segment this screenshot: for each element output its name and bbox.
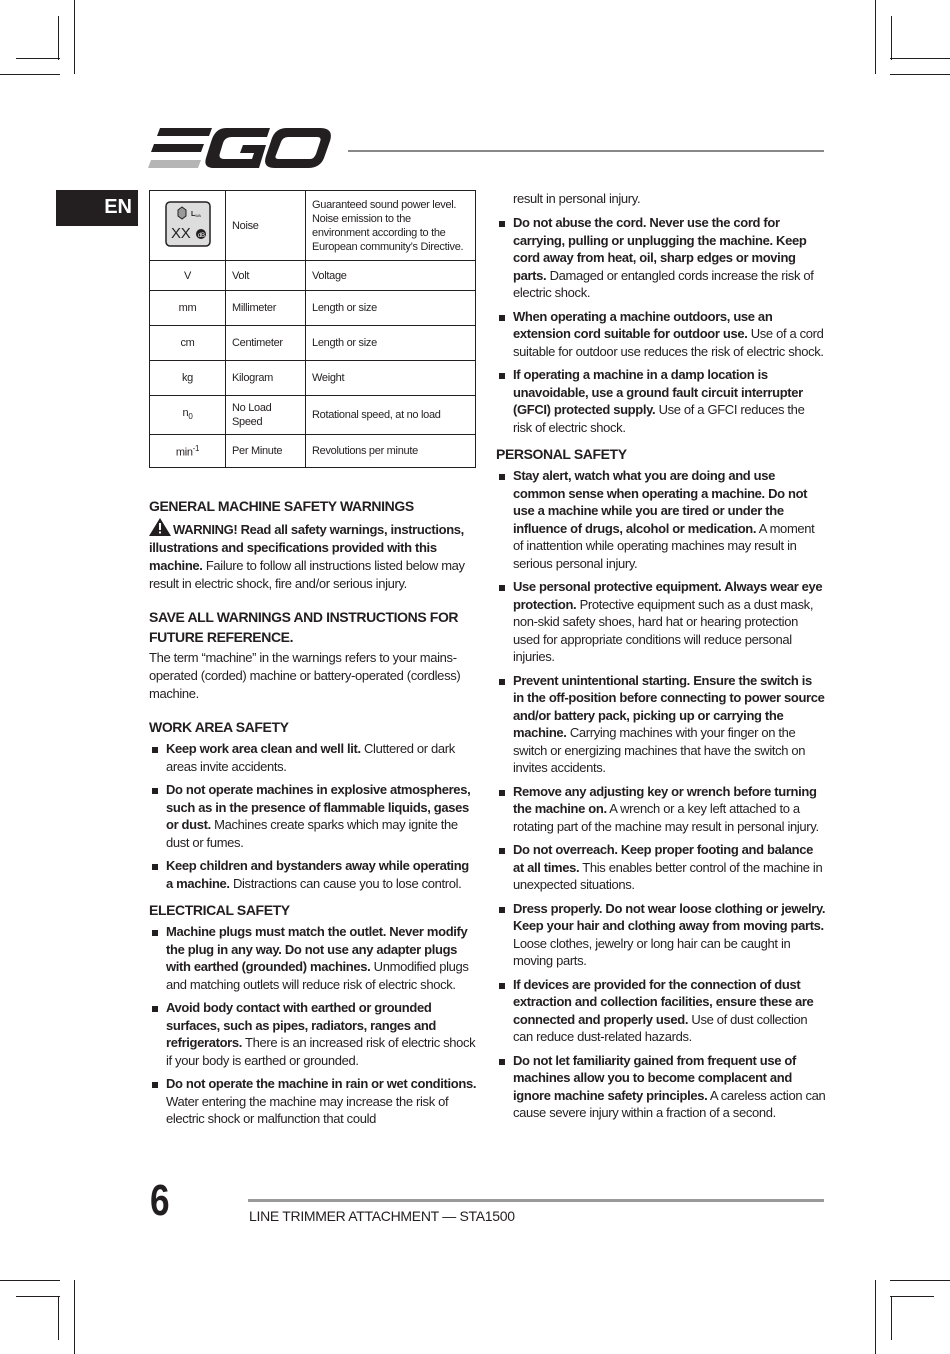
item-text: A careless action can cause severe injury within a fraction of a second.: [513, 1087, 826, 1120]
crop-mark: [58, 16, 59, 60]
item-text: Water entering the machine may increase the risk of electric shock or malfunction that could: [166, 1093, 449, 1126]
svg-text:WA: WA: [194, 212, 201, 218]
symbol-name: Per Minute: [226, 435, 306, 468]
symbol-subscript: 0: [188, 412, 193, 422]
symbol-explanation: Voltage: [306, 261, 476, 291]
item-text: Distractions can cause you to lose control.: [229, 875, 462, 891]
list-item: [149, 923, 479, 993]
item-text: Machines create sparks which may ignite the dust or fumes.: [166, 817, 458, 850]
crop-mark: [890, 1296, 934, 1297]
continued-text: result in personal injury.: [513, 191, 641, 206]
footer-rule: [248, 1199, 824, 1202]
language-tab: EN: [56, 190, 138, 226]
sound-power-icon: [164, 200, 212, 248]
item-bold: Keep work area clean and well lit.: [166, 741, 361, 756]
table-row: [150, 326, 476, 361]
item-bold: Avoid body contact with earthed or grounded surfaces, such as pipes, radiators, ranges and refrigerators.: [166, 1000, 437, 1050]
item-bold: Keep children and bystanders away while operating a machine.: [166, 858, 469, 891]
symbol-explanation: Length or size: [306, 326, 476, 361]
crop-mark: [16, 58, 60, 59]
list-item: [496, 1052, 826, 1122]
item-text: Protective equipment such as a dust mask, non-skid safety shoes, hard hat or hearing protection used for appropriate conditions will reduce personal injuries.: [513, 596, 814, 664]
svg-text:dB: dB: [197, 232, 205, 239]
table-row: [150, 396, 476, 435]
item-text: There is an increased risk of electric shock if your body is earthed or grounded.: [166, 1035, 476, 1068]
warning-triangle-icon: [149, 518, 171, 536]
list-item: [496, 467, 826, 572]
symbol-cell: cm: [150, 326, 226, 361]
list-item: [149, 740, 479, 775]
item-text: A wrench or a key left attached to a rotating part of the machine may result in personal injury.: [513, 801, 819, 834]
table-row: [150, 191, 476, 261]
symbol-text: n: [182, 406, 189, 419]
save-warnings-heading: SAVE ALL WARNINGS AND INSTRUCTIONS FOR FUTURE REFERENCE.: [149, 609, 459, 645]
item-text: Loose clothes, jewelry or long hair can be caught in moving parts.: [513, 935, 791, 968]
personal-safety-heading: PERSONAL SAFETY: [496, 446, 627, 462]
crop-mark: [891, 16, 892, 60]
ego-logo: [148, 128, 332, 172]
right-column: [496, 190, 826, 1128]
crop-mark: [875, 1280, 876, 1354]
list-item: [496, 214, 826, 302]
item-bold: Use personal protective equipment. Always wear eye protection.: [513, 579, 823, 612]
crop-mark: [890, 58, 950, 59]
symbol-name: No Load Speed: [226, 396, 306, 435]
symbols-table: [149, 190, 476, 468]
symbol-explanation: Revolutions per minute: [306, 435, 476, 468]
item-text: Carrying machines with your finger on the switch or energizing machines that have the switch on invites accidents.: [513, 725, 806, 775]
symbol-cell: kg: [150, 361, 226, 396]
page-number: 6: [150, 1176, 168, 1225]
item-bold: Do not operate the machine in rain or wet conditions.: [166, 1076, 477, 1091]
item-bold: Do not overreach. Keep proper footing and balance at all times.: [513, 842, 813, 875]
item-bold: Machine plugs must match the outlet. Never modify the plug in any way. Do not use any adapter plugs with earthed (grounded) machines.: [166, 924, 468, 974]
item-text: Use of dust collection can reduce dust-related hazards.: [513, 1011, 808, 1044]
symbol-explanation: Length or size: [306, 291, 476, 326]
table-row: [150, 361, 476, 396]
svg-text:XX: XX: [170, 224, 190, 242]
item-bold: Stay alert, watch what you are doing and use common sense when operating a machine. Do not use a machine while you are tired or under the influence of drugs, alcohol or medication.: [513, 468, 808, 536]
list-item: [496, 672, 826, 777]
list-item: [496, 783, 826, 836]
list-item: [496, 366, 826, 436]
item-text: Use of a GFCI reduces the risk of electric shock.: [513, 402, 805, 435]
item-text: Unmodified plugs and matching outlets will reduce risk of electric shock.: [166, 959, 469, 992]
list-item: [496, 308, 826, 361]
symbol-name: Centimeter: [226, 326, 306, 361]
list-item: [496, 578, 826, 666]
symbol-cell: [150, 396, 226, 435]
symbol-text: min: [175, 446, 193, 459]
crop-mark: [0, 1280, 60, 1281]
item-bold: If operating a machine in a damp location is unavoidable, use a ground fault circuit interrupter (GFCI) protected supply.: [513, 367, 803, 417]
electrical-list: [149, 923, 479, 1128]
list-item: [149, 1075, 479, 1128]
crop-mark: [891, 1296, 892, 1340]
crop-mark: [74, 1280, 75, 1354]
general-warning-paragraph: [149, 518, 479, 593]
symbol-cell: [150, 191, 226, 261]
svg-text:L: L: [190, 210, 195, 218]
warning-text: Failure to follow all instructions listed below may result in electric shock, fire and/or serious injury.: [149, 558, 465, 591]
symbol-cell: V: [150, 261, 226, 291]
crop-mark: [890, 74, 950, 75]
item-text: Damaged or entangled cords increase the risk of electric shock.: [513, 267, 814, 300]
left-column: [149, 190, 479, 1134]
item-bold: Remove any adjusting key or wrench before turning the machine on.: [513, 783, 817, 816]
symbol-name: Volt: [226, 261, 306, 291]
item-bold: Do not let familiarity gained from frequent use of machines allow you to become complacent and ignore machine safety principles.: [513, 1052, 796, 1103]
symbol-name: Noise: [226, 191, 306, 261]
item-text: Cluttered or dark areas invite accidents.: [166, 741, 455, 774]
symbol-explanation: Weight: [306, 361, 476, 396]
personal-safety-list: [496, 467, 826, 1122]
symbol-explanation: Rotational speed, at no load: [306, 396, 476, 435]
symbol-name: Kilogram: [226, 361, 306, 396]
crop-mark: [74, 0, 75, 74]
list-item: [149, 999, 479, 1069]
table-row: [150, 435, 476, 468]
crop-mark: [875, 0, 876, 74]
item-bold: Prevent unintentional starting. Ensure the switch is in the off-position before connecting to power source and/or battery pack, picking up or carrying the machine.: [513, 672, 825, 740]
table-row: [150, 291, 476, 326]
item-text: This enables better control of the machine in unexpected situations.: [513, 859, 823, 892]
list-item: [496, 976, 826, 1046]
general-warnings-heading: GENERAL MACHINE SAFETY WARNINGS: [149, 498, 414, 514]
crop-mark: [16, 1296, 60, 1297]
work-area-list: [149, 740, 479, 892]
item-bold: Dress properly. Do not wear loose clothing or jewelry. Keep your hair and clothing away from moving parts.: [513, 900, 826, 933]
footer-title: LINE TRIMMER ATTACHMENT — STA1500: [249, 1208, 515, 1224]
list-item: [496, 841, 826, 894]
symbol-superscript: -1: [192, 444, 200, 454]
symbol-cell: [150, 435, 226, 468]
item-bold: When operating a machine outdoors, use an extension cord suitable for outdoor use.: [513, 308, 773, 341]
list-item: [496, 900, 826, 970]
list-item: [149, 781, 479, 851]
table-row: [150, 261, 476, 291]
header-rule: [348, 150, 824, 152]
term-machine-paragraph: The term “machine” in the warnings refers to your mains-operated (corded) machine or battery-operated (cordless) machine.: [149, 650, 461, 701]
list-item: [149, 857, 479, 892]
item-bold: Do not abuse the cord. Never use the cord for carrying, pulling or unplugging the machine. Keep cord away from heat, oil, sharp edges or moving parts.: [513, 215, 807, 283]
crop-mark: [0, 74, 60, 75]
crop-mark: [890, 1280, 950, 1281]
item-text: A moment of inattention while operating machines may result in serious personal injury.: [513, 520, 815, 571]
crop-mark: [58, 1296, 59, 1340]
item-bold: If devices are provided for the connection of dust extraction and collection facilities, ensure these are connected and properly used.: [513, 976, 814, 1027]
work-area-heading: WORK AREA SAFETY: [149, 719, 289, 735]
warning-bold-text: WARNING! Read all safety warnings, instructions, illustrations and specifications provided with this machine.: [149, 522, 464, 573]
electrical-heading: ELECTRICAL SAFETY: [149, 902, 290, 918]
symbol-explanation: Guaranteed sound power level. Noise emission to the environment according to the European community’s Directive.: [306, 191, 476, 261]
item-text: Use of a cord suitable for outdoor use reduces the risk of electric shock.: [513, 326, 824, 359]
item-bold: Do not operate machines in explosive atmospheres, such as in the presence of flammable liquids, gases or dust.: [166, 782, 471, 832]
symbol-cell: mm: [150, 291, 226, 326]
symbol-name: Millimeter: [226, 291, 306, 326]
electrical-list-continued: [496, 214, 826, 436]
